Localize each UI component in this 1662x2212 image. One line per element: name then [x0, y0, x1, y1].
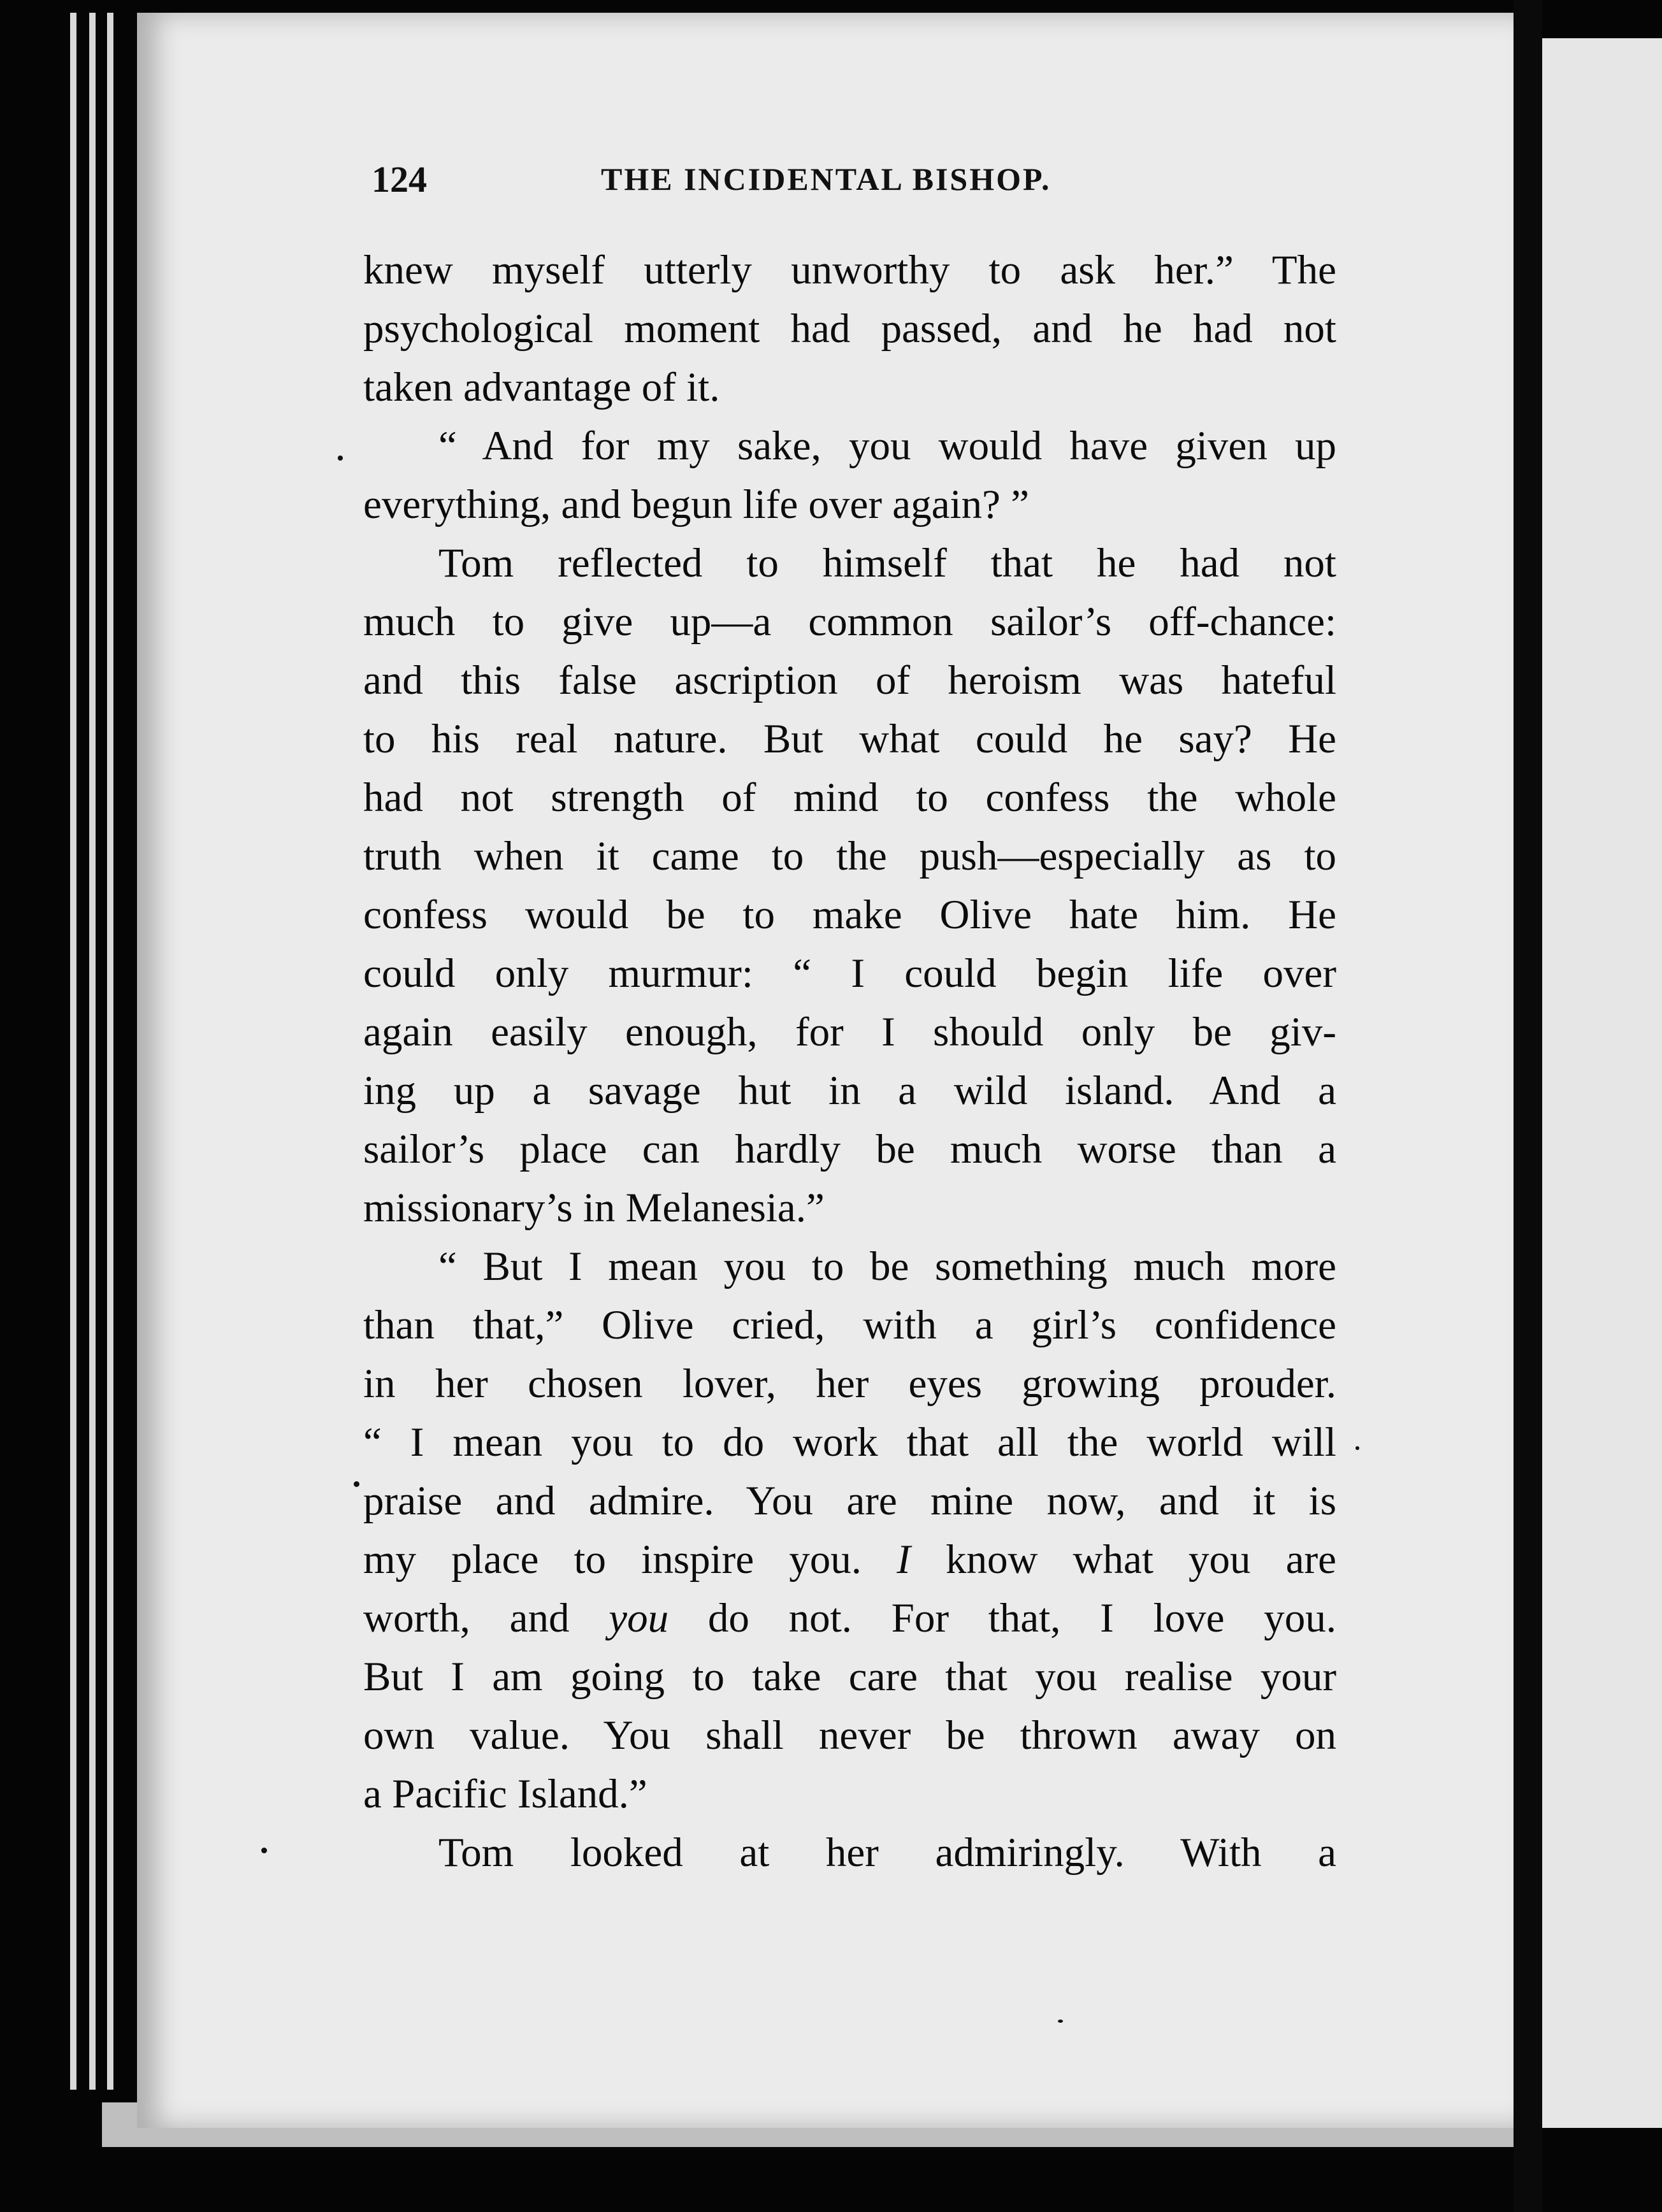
text-segment: my place to inspire you.	[363, 1537, 862, 1583]
text-line: missionary’s in Melanesia.”	[363, 1185, 825, 1231]
scan-speck	[354, 1481, 359, 1487]
text-line: in her chosen lover, her eyes growing prouder.	[363, 1361, 1336, 1407]
text-line: Tom looked at her admiringly. With a	[438, 1830, 1336, 1876]
text-line: psychological moment had passed, and he had not	[363, 306, 1336, 352]
text-line: confess would be to make Olive hate him. He	[363, 892, 1336, 938]
scan-speck	[1355, 1446, 1359, 1450]
book-gutter	[1514, 0, 1542, 2212]
text-line: and this false ascription of heroism was hateful	[363, 657, 1336, 703]
text-segment: do not. For that, I love you.	[707, 1595, 1336, 1641]
text-line: had not strength of mind to confess the whole	[363, 775, 1336, 821]
scan-speck	[1058, 2020, 1063, 2023]
text-line: a Pacific Island.”	[363, 1771, 647, 1817]
text-segment: know what you are	[945, 1537, 1337, 1583]
running-title: THE INCIDENTAL BISHOP.	[601, 161, 1051, 197]
body-text	[363, 241, 1336, 1882]
text-line: praise and admire. You are mine now, and it is	[363, 1478, 1336, 1524]
text-line: ing up a savage hut in a wild island. And a	[363, 1068, 1336, 1114]
text-line: everything, and begun life over again? ”	[363, 482, 1029, 528]
facing-page-edge	[1542, 38, 1662, 2128]
text-segment: worth, and	[363, 1595, 570, 1641]
page-edge-strip	[70, 13, 76, 2090]
text-line: could only murmur: “ I could begin life over	[363, 951, 1336, 996]
scan-speck	[338, 456, 343, 461]
page-edge-strip	[89, 13, 96, 2090]
text-line: truth when it came to the push—especially as to	[363, 833, 1336, 879]
text-line: “ But I mean you to be something much more	[438, 1244, 1336, 1289]
italic-word: you	[609, 1595, 669, 1641]
text-line	[363, 1530, 1336, 1589]
text-line: sailor’s place can hardly be much worse than a	[363, 1126, 1336, 1172]
text-line: to his real nature. But what could he say? He	[363, 716, 1336, 762]
page-edge-strip	[107, 13, 113, 2090]
text-line: But I am going to take care that you realise your	[363, 1654, 1336, 1700]
scan-speck	[261, 1848, 267, 1853]
text-line: own value. You shall never be thrown away on	[363, 1713, 1336, 1758]
page-number: 124	[372, 159, 427, 200]
text-line: taken advantage of it.	[363, 364, 720, 410]
text-line: again easily enough, for I should only be giv-	[363, 1009, 1336, 1055]
text-line: much to give up—a common sailor’s off-chance:	[363, 599, 1336, 645]
text-line: than that,” Olive cried, with a girl’s confidence	[363, 1302, 1336, 1348]
running-head	[372, 158, 1332, 209]
text-line: Tom reflected to himself that he had not	[438, 540, 1336, 586]
text-line: knew myself utterly unworthy to ask her.” The	[363, 247, 1336, 293]
italic-word: I	[897, 1537, 911, 1583]
text-line: “ And for my sake, you would have given up	[438, 423, 1336, 469]
text-line	[363, 1589, 1336, 1648]
text-line: “ I mean you to do work that all the world will	[363, 1419, 1336, 1465]
